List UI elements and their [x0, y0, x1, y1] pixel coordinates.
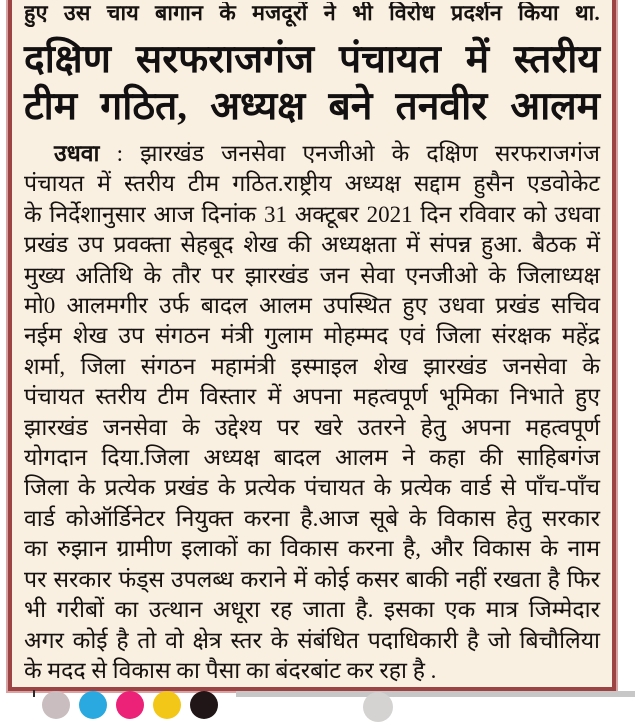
body-line: जिला के प्रत्येक प्रखंड के प्रत्येक पंचायत के प्रत्येक वार्ड से पाँच-पाँच [24, 475, 600, 501]
body-line: शर्मा, जिला संगठन महामंत्री इस्माइल शेख झारखंड जनसेवा के [24, 353, 600, 379]
body-line: नईम शेख उप संगठन मंत्री गुलाम मोहम्मद एवं जिला संरक्षक महेंद्र [24, 323, 600, 349]
magenta-app-icon[interactable] [116, 691, 144, 719]
body-line: अगर कोई है तो वो क्षेत्र स्तर के संबंधित पदाधिकारी है जो बिचौलिया [24, 627, 600, 653]
body-line [24, 139, 600, 169]
headline-line-1: दक्षिण सरफराजगंज पंचायत में स्तरीय [24, 38, 600, 81]
dateline-separator: : [99, 141, 141, 166]
body-line: झारखंड जनसेवा के उद्देश्य पर खरे उतरने हेतु अपना महत्वपूर्ण [24, 414, 600, 440]
footer-gray-bar [236, 691, 635, 697]
body-line: पंचायत स्तरीय टीम विस्तार में अपना महत्वपूर्ण भूमिका निभाते हुए [24, 384, 600, 410]
body-line: वार्ड कोऑर्डिनेटर नियुक्त करना है.आज सूबे के विकास हेतु सरकार [24, 505, 600, 531]
body-line: भी गरीबों का उत्थान अधूरा रह जाता है. इसका एक मात्र जिम्मेदार [24, 597, 600, 623]
body-line: का रुझान ग्रामीण इलाकों का विकास करना है, और विकास के नाम [24, 536, 600, 562]
body-line: पर सरकार फंड्स उपलब्ध कराने में कोई कसर बाकी नहीं रखता है फिर [24, 566, 600, 592]
article-border-box [8, 0, 616, 691]
previous-article-text: हुए उस चाय बागान के मजदूरों ने भी विरोध प्रदर्शन किया था. [24, 2, 600, 25]
body-line: मुख्य अतिथि के तौर पर झारखंड जन सेवा एनजीओ के जिलाध्यक्ष [24, 262, 600, 288]
previous-article-cutoff-row [24, 2, 600, 27]
dateline-place: उधवा [54, 141, 100, 166]
body-line: मो0 आलमगीर उर्फ बादल आलम उपस्थित हुए उधवा प्रखंड सचिव [24, 293, 600, 319]
body-line-text: झारखंड जनसेवा एनजीओ के दक्षिण सरफराजगंज [140, 141, 600, 166]
yellow-app-icon[interactable] [153, 691, 181, 719]
gray-app-icon[interactable] [42, 691, 70, 719]
cyan-app-icon[interactable] [79, 691, 107, 719]
body-line: के मदद से विकास का पैसा का बंदरबांट कर रहा है . [24, 657, 437, 683]
article-headline [24, 36, 600, 130]
body-line: प्रखंड उप प्रवक्ता सेहबूद शेख की अध्यक्षता में संपन्न हुआ. बैठक में [24, 232, 600, 258]
headline-line-2: टीम गठित, अध्यक्ष बने तनवीर आलम [24, 85, 600, 128]
body-line: पंचायत में स्तरीय टीम गठित.राष्ट्रीय अध्यक्ष सद्दाम हुसैन एडवोकेट [24, 171, 600, 197]
body-line: योगदान दिया.जिला अध्यक्ष बादल आलम ने कहा की साहिबगंज [24, 445, 600, 471]
article-body [24, 139, 600, 686]
body-line: के निर्देशानुसार आज दिनांक 31 अक्टूबर 2021 दिन रविवार को उधवा [24, 201, 600, 227]
footer-tick-line [33, 690, 35, 697]
black-app-icon[interactable] [190, 691, 218, 719]
